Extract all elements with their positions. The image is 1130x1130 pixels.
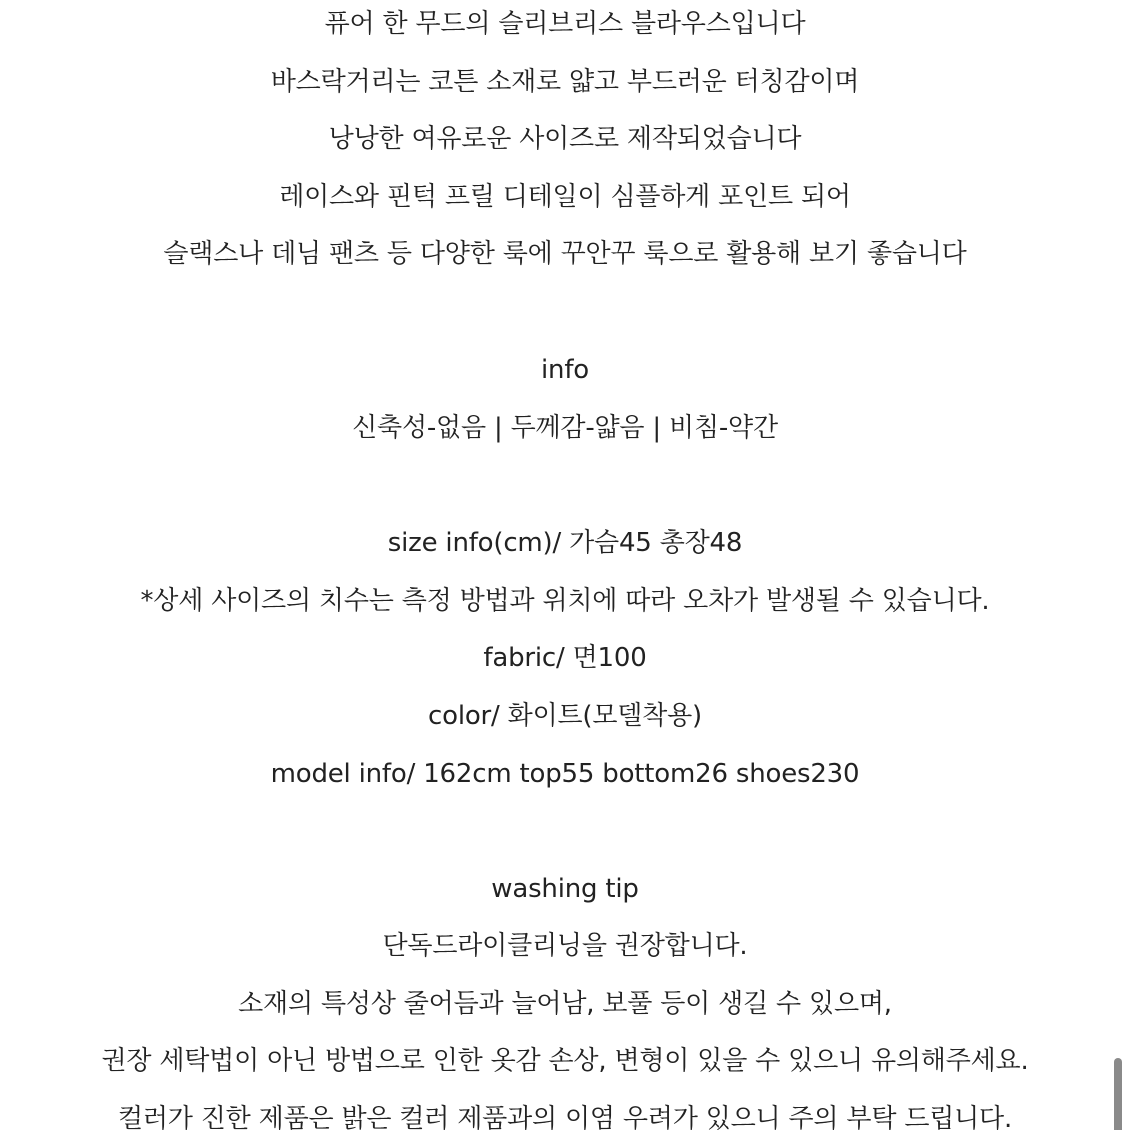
color-info: color/ 화이트(모델착용) <box>428 701 702 731</box>
intro-line-5: 슬랙스나 데님 팬츠 등 다양한 룩에 꾸안꾸 룩으로 활용해 보기 좋습니다 <box>163 239 967 269</box>
washing-heading: washing tip <box>491 874 639 904</box>
info-heading: info <box>541 355 589 385</box>
intro-line-1: 퓨어 한 무드의 슬리브리스 블라우스입니다 <box>324 9 806 39</box>
intro-line-2: 바스락거리는 코튼 소재로 얇고 부드러운 터칭감이며 <box>270 67 860 97</box>
intro-line-4: 레이스와 핀턱 프릴 디테일이 심플하게 포인트 되어 <box>279 182 851 212</box>
intro-line-3: 낭낭한 여유로운 사이즈로 제작되었습니다 <box>328 124 802 154</box>
model-info: model info/ 162cm top55 bottom26 shoes230 <box>270 759 860 789</box>
size-note: *상세 사이즈의 치수는 측정 방법과 위치에 따라 오차가 발생될 수 있습니다. <box>140 586 990 616</box>
washing-line-4: 컬러가 진한 제품은 밝은 컬러 제품과의 이염 우려가 있으니 주의 부탁 드립니다. <box>117 1104 1013 1130</box>
washing-line-2: 소재의 특성상 줄어듬과 늘어남, 보풀 등이 생길 수 있으며, <box>238 989 892 1019</box>
fabric-info: fabric/ 면100 <box>483 643 647 673</box>
washing-line-3: 권장 세탁법이 아닌 방법으로 인한 옷감 손상, 변형이 있을 수 있으니 유의해주세요. <box>101 1046 1029 1076</box>
vertical-scrollbar[interactable] <box>1114 1058 1122 1130</box>
size-info: size info(cm)/ 가슴45 총장48 <box>387 528 743 558</box>
info-properties: 신축성-없음 | 두께감-얇음 | 비침-약간 <box>352 413 778 443</box>
washing-line-1: 단독드라이클리닝을 권장합니다. <box>382 931 748 961</box>
